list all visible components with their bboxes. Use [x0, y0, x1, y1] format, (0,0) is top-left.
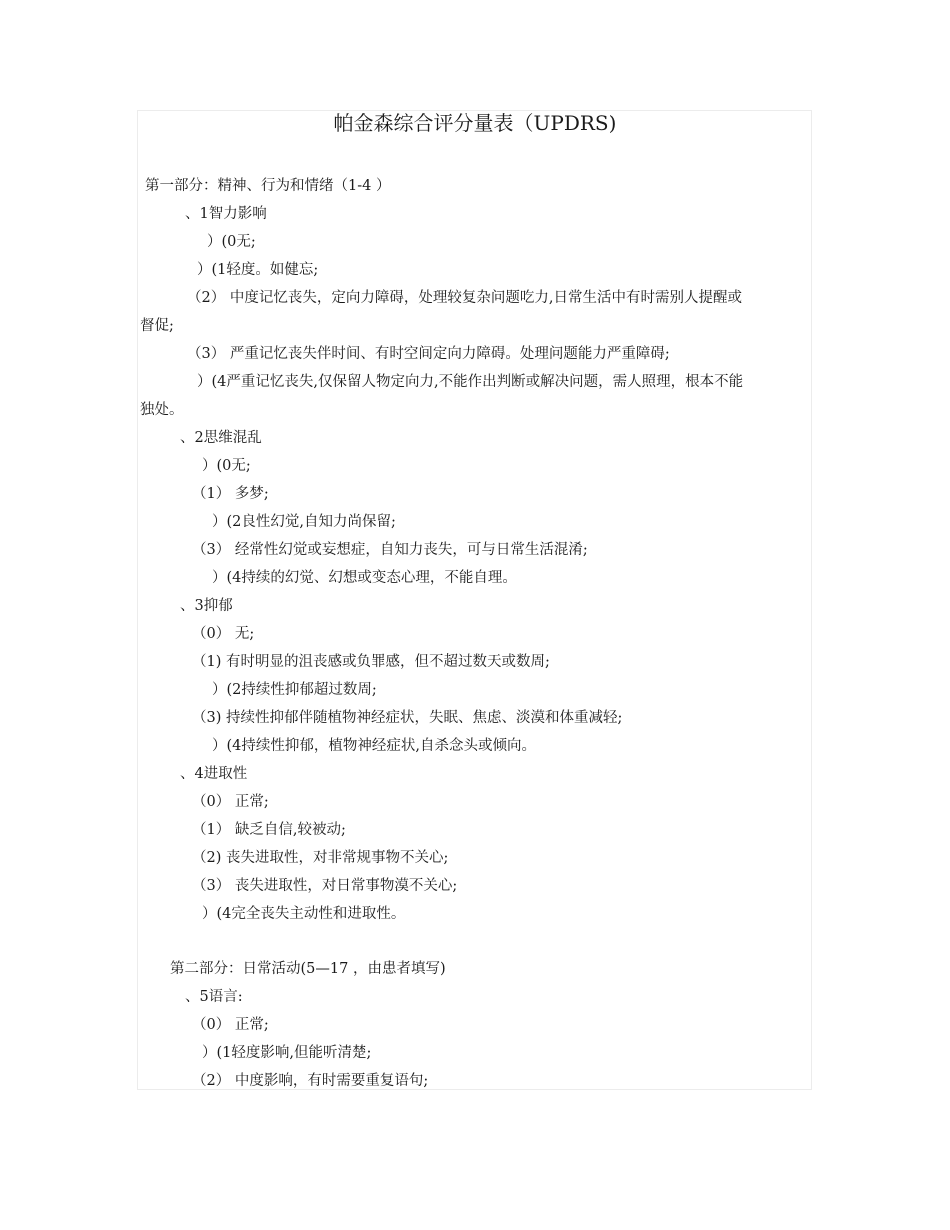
item-heading: 、2思维混乱 [180, 430, 262, 446]
option-line: （1） 多梦; [192, 486, 269, 502]
item-heading: 、4进取性 [180, 766, 248, 782]
option-line: （2) 丧失进取性，对非常规事物不关心; [192, 850, 449, 866]
option-line: （0） 无; [192, 626, 255, 642]
section-heading: 第一部分：精神、行为和情绪（1-4 ） [145, 178, 391, 194]
item-heading: 、5语言: [185, 989, 243, 1005]
option-line: ）(1轻度影响,但能听清楚; [202, 1045, 372, 1061]
page-frame [137, 110, 812, 1090]
item-heading: 、1智力影响 [185, 206, 267, 222]
option-line: ）(4持续的幻觉、幻想或变态心理，不能自理。 [212, 570, 517, 586]
option-line: （2） 中度记忆丧失，定向力障碍，处理较复杂问题吃力,日常生活中有时需别人提醒或 [187, 290, 742, 306]
option-line: ）(0无; [202, 458, 251, 474]
option-line: ）(4持续性抑郁，植物神经症状,自杀念头或倾向。 [212, 738, 536, 754]
option-line: ）(4严重记忆丧失,仅保留人物定向力,不能作出判断或解决问题，需人照理，根本不能 [197, 374, 744, 390]
item-heading: 、3抑郁 [180, 598, 233, 614]
option-line: （3） 丧失进取性，对日常事物漠不关心; [192, 878, 458, 894]
option-line: ）(2良性幻觉,自知力尚保留; [212, 514, 396, 530]
option-line: （2） 中度影响，有时需要重复语句; [192, 1073, 429, 1089]
page-title: 帕金森综合评分量表（UPDRS) [333, 111, 617, 135]
option-line: ）(2持续性抑郁超过数周; [212, 682, 377, 698]
option-line: （3） 严重记忆丧失伴时间、有时空间定向力障碍。处理问题能力严重障碍; [187, 346, 670, 362]
option-line: （3） 经常性幻觉或妄想症，自知力丧失，可与日常生活混淆; [192, 542, 588, 558]
option-line: （0） 正常; [192, 794, 269, 810]
option-line: （3) 持续性抑郁伴随植物神经症状，失眠、焦虑、淡漠和体重减轻; [192, 710, 623, 726]
option-line: ）(1轻度。如健忘; [197, 262, 319, 278]
option-line: （0） 正常; [192, 1017, 269, 1033]
option-line: （1） 缺乏自信,较被动; [192, 822, 346, 838]
option-line: ）(0无; [207, 234, 256, 250]
option-line-continued: 督促; [140, 318, 174, 334]
option-line: ）(4完全丧失主动性和进取性。 [202, 906, 406, 922]
option-line-continued: 独处。 [140, 402, 184, 418]
option-line: （1) 有时明显的沮丧感或负罪感，但不超过数天或数周; [192, 654, 550, 670]
section-heading: 第二部分：日常活动(5—17 ，由患者填写) [170, 961, 446, 977]
